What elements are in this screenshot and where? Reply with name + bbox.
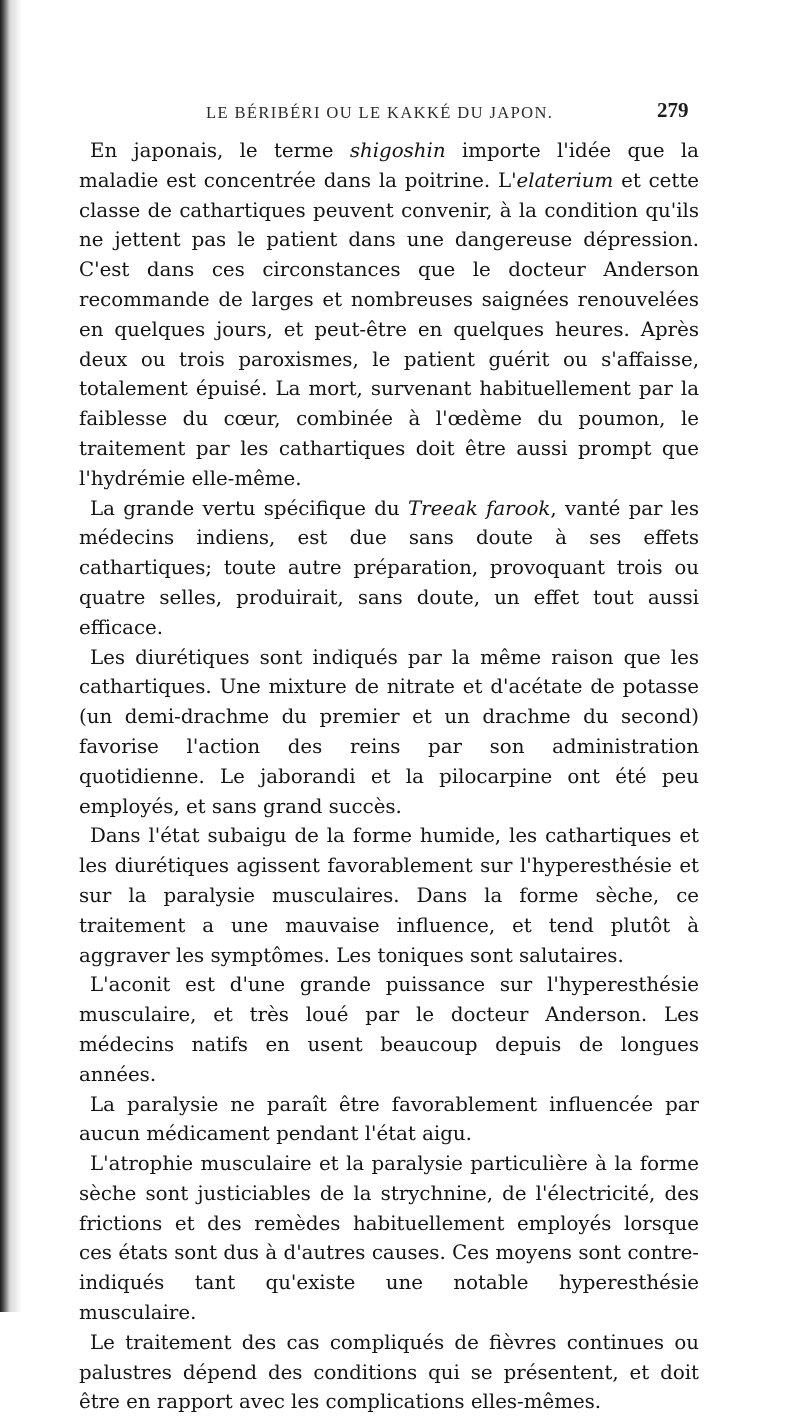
paragraph-2: [79, 494, 699, 643]
paragraph-4-text: Dans l'état subaigu de la forme humide, les cathartiques et les diurétiques agissent favorablement sur l'hyperesthésie et sur la paralysie musculaires. Dans la forme sèche, ce traitement a une mauvaise influence, et tend plutôt à aggraver les symptômes. Les toniques sont salutaires.: [79, 824, 699, 967]
paragraph-4: [79, 821, 699, 970]
paragraph-1-text-1: En japonais, le terme: [90, 139, 350, 162]
running-header-title: LE BÉRIBÉRI OU LE KAKKÉ DU JAPON.: [206, 103, 554, 122]
paragraph-1-italic-shigoshin: shigoshin: [349, 139, 446, 162]
paragraph-7: [79, 1149, 699, 1328]
paragraph-1-text-3: et cette classe de cathartiques peuvent convenir, à la condition qu'ils ne jettent pas le patient dans une dangereuse dépression. C'est dans ces circonstances que le docteur Anderson recommande de larges et nombreuses saignées renouvelées en quelques jours, et peut-être en quelques heures. Après deux ou trois paroxismes, le patient guérit ou s'affaisse, totalement épuisé. La mort, survenant habituellement par la faiblesse du cœur, combinée à l'œdème du poumon, le traitement par les cathartiques doit être aussi prompt que l'hydrémie elle-même.: [79, 168, 699, 490]
paragraph-3-text: Les diurétiques sont indiqués par la même raison que les cathartiques. Une mixture de nitrate et d'acétate de potasse (un demi-drachme du premier et un drachme du second) favorise l'action des reins par son administration quotidienne. Le jaborandi et la pilocarpine ont été peu employés, et sans grand succès.: [79, 645, 699, 818]
paragraph-3: [79, 643, 699, 822]
paragraph-2-text-1: La grande vertu spécifique du: [90, 496, 408, 520]
page-binding-edge: [0, 0, 22, 1312]
paragraph-1: [79, 136, 699, 494]
paragraph-8: [79, 1328, 699, 1417]
paragraph-5: [79, 970, 699, 1089]
page-body-text: [79, 136, 699, 1417]
paragraph-2-text-2: , vanté par les médecins indiens, est due sans doute à ses effets cathartiques; toute autre préparation, provoquant trois ou quatre selles, produirait, sans doute, un effet tout aussi efficace.: [79, 496, 699, 639]
paragraph-6: [79, 1090, 699, 1150]
paragraph-1-italic-elaterium: elaterium: [516, 168, 614, 192]
paragraph-1-text-2: importe l'idée que la maladie est concentrée dans la poitrine. L': [79, 139, 699, 192]
page-number: 279: [657, 98, 689, 122]
paragraph-6-text: La paralysie ne paraît être favorablement influencée par aucun médicament pendant l'état aigu.: [79, 1092, 699, 1146]
paragraph-8-text: Le traitement des cas compliqués de fièvres continues ou palustres dépend des conditions qui se présentent, et doit être en rapport avec les complications elles-mêmes.: [79, 1330, 699, 1414]
paragraph-5-text: L'aconit est d'une grande puissance sur l'hyperesthésie musculaire, et très loué par le docteur Anderson. Les médecins natifs en usent beaucoup depuis de longues années.: [79, 973, 699, 1086]
paragraph-2-italic-treeak-farook: Treeak farook: [407, 496, 551, 520]
paragraph-7-text: L'atrophie musculaire et la paralysie particulière à la forme sèche sont justiciables de la strychnine, de l'électricité, des frictions et des remèdes habituellement employés lorsque ces états sont dus à d'autres causes. Ces moyens sont contre-indiqués tant qu'existe une notable hyperesthésie musculaire.: [79, 1152, 699, 1325]
